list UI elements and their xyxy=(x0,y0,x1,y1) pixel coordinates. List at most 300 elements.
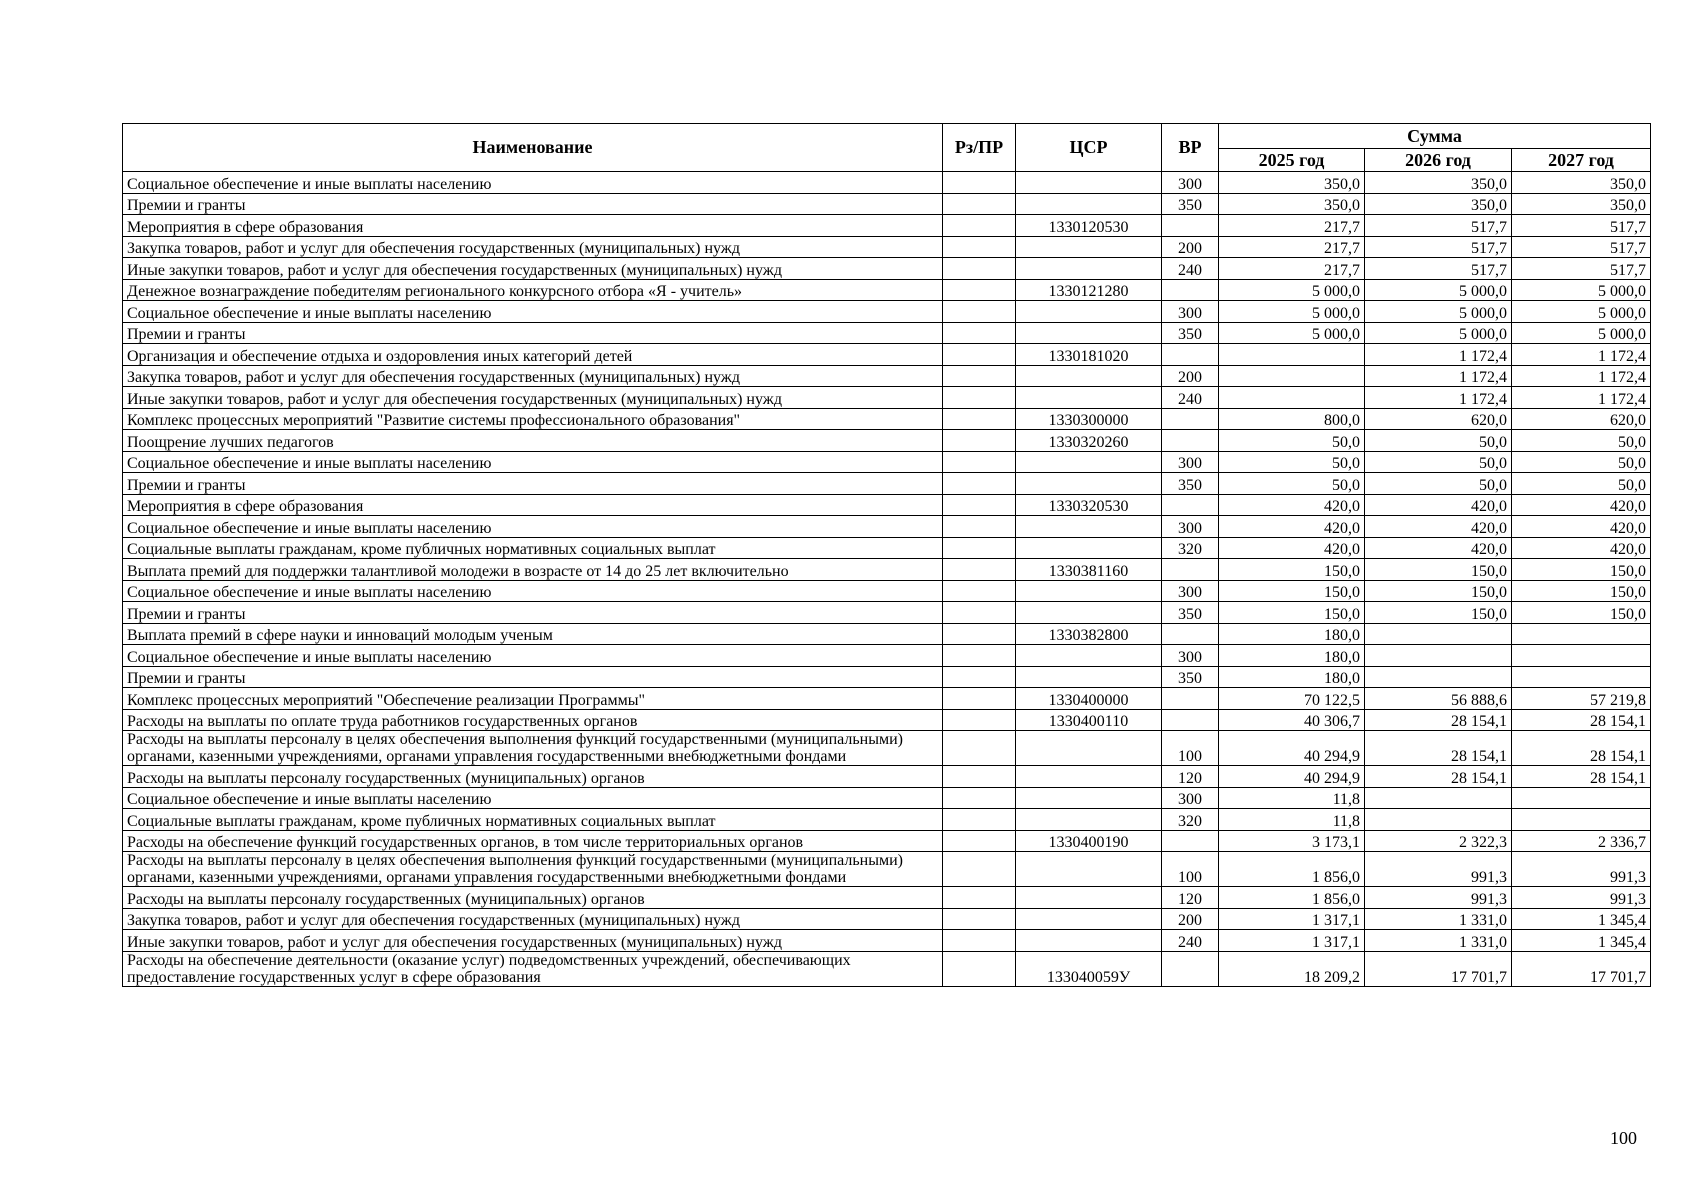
cell-vr: 120 xyxy=(1162,766,1219,788)
cell-csr xyxy=(1016,451,1162,473)
cell-2027: 150,0 xyxy=(1512,559,1651,581)
budget-table xyxy=(122,123,1651,987)
cell-csr: 1330300000 xyxy=(1016,408,1162,430)
cell-name: Социальное обеспечение и иные выплаты населению xyxy=(123,787,943,809)
cell-rzpr xyxy=(943,408,1016,430)
cell-2026: 517,7 xyxy=(1365,258,1512,280)
header-year-2027: 2027 год xyxy=(1512,149,1651,172)
cell-2025: 420,0 xyxy=(1219,537,1365,559)
cell-2026: 991,3 xyxy=(1365,887,1512,909)
table-row xyxy=(123,516,1651,538)
cell-csr xyxy=(1016,930,1162,952)
cell-csr xyxy=(1016,387,1162,409)
table-row xyxy=(123,930,1651,952)
cell-vr xyxy=(1162,688,1219,710)
cell-name: Поощрение лучших педагогов xyxy=(123,430,943,452)
cell-csr xyxy=(1016,766,1162,788)
cell-2025: 800,0 xyxy=(1219,408,1365,430)
cell-2025: 40 306,7 xyxy=(1219,709,1365,731)
cell-2026: 1 331,0 xyxy=(1365,908,1512,930)
cell-csr xyxy=(1016,887,1162,909)
cell-2027: 991,3 xyxy=(1512,852,1651,887)
cell-name: Расходы на выплаты персоналу государственных (муниципальных) органов xyxy=(123,766,943,788)
table-row xyxy=(123,301,1651,323)
table-row xyxy=(123,451,1651,473)
cell-vr: 240 xyxy=(1162,930,1219,952)
cell-rzpr xyxy=(943,602,1016,624)
cell-rzpr xyxy=(943,279,1016,301)
cell-2026: 5 000,0 xyxy=(1365,322,1512,344)
cell-2026: 1 172,4 xyxy=(1365,387,1512,409)
cell-2026: 150,0 xyxy=(1365,580,1512,602)
cell-rzpr xyxy=(943,215,1016,237)
cell-csr xyxy=(1016,602,1162,624)
cell-2026 xyxy=(1365,645,1512,667)
cell-2027 xyxy=(1512,809,1651,831)
cell-2027 xyxy=(1512,787,1651,809)
cell-2026: 150,0 xyxy=(1365,559,1512,581)
cell-2026: 50,0 xyxy=(1365,473,1512,495)
cell-2026 xyxy=(1365,787,1512,809)
header-vr: ВР xyxy=(1162,124,1219,172)
table-row xyxy=(123,387,1651,409)
cell-2027: 350,0 xyxy=(1512,172,1651,194)
cell-2027: 420,0 xyxy=(1512,516,1651,538)
cell-2025: 5 000,0 xyxy=(1219,301,1365,323)
cell-2025: 420,0 xyxy=(1219,516,1365,538)
cell-2026: 1 172,4 xyxy=(1365,344,1512,366)
table-row xyxy=(123,408,1651,430)
table-row xyxy=(123,731,1651,766)
cell-rzpr xyxy=(943,236,1016,258)
header-year-2026: 2026 год xyxy=(1365,149,1512,172)
cell-rzpr xyxy=(943,809,1016,831)
cell-name: Организация и обеспечение отдыха и оздоровления иных категорий детей xyxy=(123,344,943,366)
cell-rzpr xyxy=(943,951,1016,986)
cell-2026: 991,3 xyxy=(1365,852,1512,887)
table-row xyxy=(123,809,1651,831)
cell-name: Выплата премий для поддержки талантливой молодежи в возрасте от 14 до 25 лет включительно xyxy=(123,559,943,581)
cell-rzpr xyxy=(943,930,1016,952)
cell-vr xyxy=(1162,559,1219,581)
table-row xyxy=(123,344,1651,366)
cell-vr xyxy=(1162,623,1219,645)
cell-2025: 5 000,0 xyxy=(1219,279,1365,301)
cell-2027: 57 219,8 xyxy=(1512,688,1651,710)
cell-csr xyxy=(1016,645,1162,667)
cell-2027: 150,0 xyxy=(1512,580,1651,602)
cell-2025: 1 856,0 xyxy=(1219,852,1365,887)
cell-2027: 5 000,0 xyxy=(1512,279,1651,301)
cell-2027: 50,0 xyxy=(1512,473,1651,495)
cell-2025: 350,0 xyxy=(1219,172,1365,194)
cell-2027: 17 701,7 xyxy=(1512,951,1651,986)
cell-2027 xyxy=(1512,666,1651,688)
table-row xyxy=(123,645,1651,667)
cell-name: Социальное обеспечение и иные выплаты населению xyxy=(123,516,943,538)
cell-name: Социальные выплаты гражданам, кроме публичных нормативных социальных выплат xyxy=(123,809,943,831)
cell-2027: 1 345,4 xyxy=(1512,930,1651,952)
cell-2026: 2 322,3 xyxy=(1365,830,1512,852)
cell-vr: 320 xyxy=(1162,809,1219,831)
table-row xyxy=(123,215,1651,237)
cell-vr: 100 xyxy=(1162,731,1219,766)
table-row xyxy=(123,494,1651,516)
cell-2025: 5 000,0 xyxy=(1219,322,1365,344)
cell-2027: 420,0 xyxy=(1512,537,1651,559)
header-year-2025: 2025 год xyxy=(1219,149,1365,172)
cell-csr xyxy=(1016,193,1162,215)
cell-2026: 50,0 xyxy=(1365,451,1512,473)
cell-2025: 1 317,1 xyxy=(1219,908,1365,930)
cell-vr xyxy=(1162,215,1219,237)
table-row xyxy=(123,473,1651,495)
cell-name: Иные закупки товаров, работ и услуг для обеспечения государственных (муниципальных) нужд xyxy=(123,258,943,280)
cell-csr: 133040059У xyxy=(1016,951,1162,986)
cell-csr: 1330320530 xyxy=(1016,494,1162,516)
cell-2025: 40 294,9 xyxy=(1219,766,1365,788)
cell-2027: 5 000,0 xyxy=(1512,322,1651,344)
table-row xyxy=(123,951,1651,986)
cell-rzpr xyxy=(943,494,1016,516)
cell-2026 xyxy=(1365,666,1512,688)
cell-csr xyxy=(1016,236,1162,258)
cell-vr xyxy=(1162,951,1219,986)
cell-name: Премии и гранты xyxy=(123,602,943,624)
cell-rzpr xyxy=(943,559,1016,581)
cell-name: Расходы на обеспечение деятельности (оказание услуг) подведомственных учреждений, обеспечивающих предоставление государственных услуг в сфере образования xyxy=(123,951,943,986)
cell-rzpr xyxy=(943,666,1016,688)
header-name: Наименование xyxy=(123,124,943,172)
cell-name: Социальное обеспечение и иные выплаты населению xyxy=(123,451,943,473)
cell-csr: 1330381160 xyxy=(1016,559,1162,581)
cell-2027: 50,0 xyxy=(1512,430,1651,452)
cell-2025: 40 294,9 xyxy=(1219,731,1365,766)
cell-name: Комплекс процессных мероприятий "Обеспечение реализации Программы" xyxy=(123,688,943,710)
cell-2027: 1 172,4 xyxy=(1512,344,1651,366)
cell-2026: 517,7 xyxy=(1365,215,1512,237)
cell-rzpr xyxy=(943,908,1016,930)
cell-rzpr xyxy=(943,830,1016,852)
cell-name: Расходы на выплаты персоналу в целях обеспечения выполнения функций государственными (муниципальными) органами, казенными учреждениями, органами управления государственными внебюджетными фондами xyxy=(123,731,943,766)
cell-vr: 320 xyxy=(1162,537,1219,559)
cell-2025: 1 317,1 xyxy=(1219,930,1365,952)
table-row xyxy=(123,537,1651,559)
table-row xyxy=(123,580,1651,602)
cell-name: Социальное обеспечение и иные выплаты населению xyxy=(123,645,943,667)
table-header xyxy=(123,124,1651,172)
cell-name: Социальные выплаты гражданам, кроме публичных нормативных социальных выплат xyxy=(123,537,943,559)
cell-vr: 200 xyxy=(1162,365,1219,387)
table-row xyxy=(123,688,1651,710)
cell-2025: 217,7 xyxy=(1219,215,1365,237)
cell-vr: 300 xyxy=(1162,301,1219,323)
cell-csr xyxy=(1016,908,1162,930)
cell-2027 xyxy=(1512,645,1651,667)
cell-2025: 350,0 xyxy=(1219,193,1365,215)
cell-2026 xyxy=(1365,809,1512,831)
cell-vr: 300 xyxy=(1162,787,1219,809)
cell-2026: 28 154,1 xyxy=(1365,709,1512,731)
cell-vr: 350 xyxy=(1162,666,1219,688)
cell-name: Иные закупки товаров, работ и услуг для обеспечения государственных (муниципальных) нужд xyxy=(123,930,943,952)
cell-2027: 420,0 xyxy=(1512,494,1651,516)
cell-2025: 70 122,5 xyxy=(1219,688,1365,710)
cell-name: Закупка товаров, работ и услуг для обеспечения государственных (муниципальных) нужд xyxy=(123,908,943,930)
table-row xyxy=(123,236,1651,258)
cell-vr: 350 xyxy=(1162,473,1219,495)
cell-2026: 350,0 xyxy=(1365,172,1512,194)
cell-2026: 17 701,7 xyxy=(1365,951,1512,986)
table-row xyxy=(123,193,1651,215)
cell-vr: 300 xyxy=(1162,645,1219,667)
cell-2027: 350,0 xyxy=(1512,193,1651,215)
cell-rzpr xyxy=(943,365,1016,387)
cell-name: Выплата премий в сфере науки и инноваций молодым ученым xyxy=(123,623,943,645)
cell-2026: 5 000,0 xyxy=(1365,301,1512,323)
cell-2025: 217,7 xyxy=(1219,258,1365,280)
table-row xyxy=(123,887,1651,909)
cell-csr xyxy=(1016,580,1162,602)
cell-rzpr xyxy=(943,787,1016,809)
cell-csr: 1330382800 xyxy=(1016,623,1162,645)
cell-2025 xyxy=(1219,344,1365,366)
table-row xyxy=(123,322,1651,344)
cell-2027: 28 154,1 xyxy=(1512,731,1651,766)
cell-vr: 300 xyxy=(1162,451,1219,473)
cell-vr: 300 xyxy=(1162,172,1219,194)
cell-vr: 120 xyxy=(1162,887,1219,909)
cell-2025: 1 856,0 xyxy=(1219,887,1365,909)
table-row xyxy=(123,172,1651,194)
cell-rzpr xyxy=(943,516,1016,538)
header-rzpr: Рз/ПР xyxy=(943,124,1016,172)
cell-rzpr xyxy=(943,645,1016,667)
cell-2027: 28 154,1 xyxy=(1512,766,1651,788)
cell-rzpr xyxy=(943,731,1016,766)
cell-2027: 1 172,4 xyxy=(1512,365,1651,387)
cell-2025: 150,0 xyxy=(1219,559,1365,581)
cell-csr xyxy=(1016,666,1162,688)
cell-rzpr xyxy=(943,688,1016,710)
cell-2027: 991,3 xyxy=(1512,887,1651,909)
cell-2025: 150,0 xyxy=(1219,602,1365,624)
cell-vr xyxy=(1162,709,1219,731)
cell-2025: 217,7 xyxy=(1219,236,1365,258)
cell-2027: 517,7 xyxy=(1512,258,1651,280)
cell-rzpr xyxy=(943,580,1016,602)
cell-vr: 350 xyxy=(1162,602,1219,624)
cell-name: Расходы на выплаты по оплате труда работников государственных органов xyxy=(123,709,943,731)
cell-2025: 180,0 xyxy=(1219,623,1365,645)
cell-csr: 1330400190 xyxy=(1016,830,1162,852)
cell-csr: 1330120530 xyxy=(1016,215,1162,237)
cell-2025: 180,0 xyxy=(1219,645,1365,667)
cell-vr xyxy=(1162,279,1219,301)
cell-2025 xyxy=(1219,387,1365,409)
cell-csr xyxy=(1016,322,1162,344)
cell-rzpr xyxy=(943,887,1016,909)
cell-2027: 517,7 xyxy=(1512,215,1651,237)
cell-csr xyxy=(1016,473,1162,495)
cell-rzpr xyxy=(943,623,1016,645)
cell-2025: 18 209,2 xyxy=(1219,951,1365,986)
cell-2025: 3 173,1 xyxy=(1219,830,1365,852)
cell-rzpr xyxy=(943,852,1016,887)
cell-rzpr xyxy=(943,344,1016,366)
cell-vr: 350 xyxy=(1162,193,1219,215)
cell-vr: 300 xyxy=(1162,516,1219,538)
cell-2026: 420,0 xyxy=(1365,494,1512,516)
cell-rzpr xyxy=(943,430,1016,452)
table-row xyxy=(123,258,1651,280)
table-body xyxy=(123,172,1651,987)
cell-2025 xyxy=(1219,365,1365,387)
cell-2026: 56 888,6 xyxy=(1365,688,1512,710)
cell-name: Комплекс процессных мероприятий "Развитие системы профессионального образования" xyxy=(123,408,943,430)
cell-2027: 28 154,1 xyxy=(1512,709,1651,731)
table-row xyxy=(123,623,1651,645)
cell-rzpr xyxy=(943,537,1016,559)
header-csr: ЦСР xyxy=(1016,124,1162,172)
cell-csr: 1330400000 xyxy=(1016,688,1162,710)
table-row xyxy=(123,787,1651,809)
cell-name: Социальное обеспечение и иные выплаты населению xyxy=(123,580,943,602)
cell-csr xyxy=(1016,365,1162,387)
cell-2026: 620,0 xyxy=(1365,408,1512,430)
cell-2027: 50,0 xyxy=(1512,451,1651,473)
table-row xyxy=(123,709,1651,731)
cell-name: Закупка товаров, работ и услуг для обеспечения государственных (муниципальных) нужд xyxy=(123,365,943,387)
cell-rzpr xyxy=(943,709,1016,731)
cell-vr xyxy=(1162,408,1219,430)
cell-vr: 240 xyxy=(1162,387,1219,409)
cell-rzpr xyxy=(943,172,1016,194)
cell-csr xyxy=(1016,258,1162,280)
cell-name: Социальное обеспечение и иные выплаты населению xyxy=(123,172,943,194)
cell-csr xyxy=(1016,852,1162,887)
cell-2027: 620,0 xyxy=(1512,408,1651,430)
cell-csr xyxy=(1016,731,1162,766)
table-row xyxy=(123,766,1651,788)
cell-rzpr xyxy=(943,322,1016,344)
page-number: 100 xyxy=(1610,1128,1637,1148)
table-row xyxy=(123,279,1651,301)
cell-rzpr xyxy=(943,193,1016,215)
cell-name: Денежное вознаграждение победителям регионального конкурсного отбора «Я - учитель» xyxy=(123,279,943,301)
cell-2025: 50,0 xyxy=(1219,451,1365,473)
cell-2025: 11,8 xyxy=(1219,787,1365,809)
cell-vr: 200 xyxy=(1162,908,1219,930)
cell-2026: 517,7 xyxy=(1365,236,1512,258)
cell-vr xyxy=(1162,494,1219,516)
table-row xyxy=(123,602,1651,624)
cell-rzpr xyxy=(943,451,1016,473)
table-row xyxy=(123,559,1651,581)
cell-rzpr xyxy=(943,301,1016,323)
cell-vr: 300 xyxy=(1162,580,1219,602)
cell-rzpr xyxy=(943,258,1016,280)
cell-vr: 240 xyxy=(1162,258,1219,280)
cell-2027: 517,7 xyxy=(1512,236,1651,258)
cell-2027: 1 345,4 xyxy=(1512,908,1651,930)
cell-csr xyxy=(1016,787,1162,809)
cell-rzpr xyxy=(943,473,1016,495)
table-row xyxy=(123,430,1651,452)
cell-name: Расходы на обеспечение функций государственных органов, в том числе территориальных органов xyxy=(123,830,943,852)
cell-name: Иные закупки товаров, работ и услуг для обеспечения государственных (муниципальных) нужд xyxy=(123,387,943,409)
header-sum: Сумма xyxy=(1219,124,1651,149)
cell-2026: 50,0 xyxy=(1365,430,1512,452)
cell-vr xyxy=(1162,344,1219,366)
cell-2027: 150,0 xyxy=(1512,602,1651,624)
cell-name: Расходы на выплаты персоналу в целях обеспечения выполнения функций государственными (муниципальными) органами, казенными учреждениями, органами управления государственными внебюджетными фондами xyxy=(123,852,943,887)
cell-2025: 50,0 xyxy=(1219,473,1365,495)
cell-name: Мероприятия в сфере образования xyxy=(123,494,943,516)
cell-csr xyxy=(1016,809,1162,831)
cell-vr xyxy=(1162,830,1219,852)
cell-name: Мероприятия в сфере образования xyxy=(123,215,943,237)
cell-2025: 420,0 xyxy=(1219,494,1365,516)
cell-csr xyxy=(1016,172,1162,194)
cell-2026: 1 172,4 xyxy=(1365,365,1512,387)
cell-vr xyxy=(1162,430,1219,452)
cell-2026: 5 000,0 xyxy=(1365,279,1512,301)
cell-2025: 150,0 xyxy=(1219,580,1365,602)
cell-2027: 2 336,7 xyxy=(1512,830,1651,852)
table-row xyxy=(123,852,1651,887)
cell-name: Премии и гранты xyxy=(123,193,943,215)
cell-2025: 50,0 xyxy=(1219,430,1365,452)
table-row xyxy=(123,666,1651,688)
cell-csr: 1330181020 xyxy=(1016,344,1162,366)
cell-2026: 350,0 xyxy=(1365,193,1512,215)
cell-name: Премии и гранты xyxy=(123,473,943,495)
cell-2027: 1 172,4 xyxy=(1512,387,1651,409)
cell-2026: 420,0 xyxy=(1365,516,1512,538)
cell-2026: 28 154,1 xyxy=(1365,731,1512,766)
cell-2026 xyxy=(1365,623,1512,645)
cell-2026: 150,0 xyxy=(1365,602,1512,624)
cell-csr: 1330121280 xyxy=(1016,279,1162,301)
cell-vr: 200 xyxy=(1162,236,1219,258)
cell-2025: 11,8 xyxy=(1219,809,1365,831)
cell-name: Социальное обеспечение и иные выплаты населению xyxy=(123,301,943,323)
cell-rzpr xyxy=(943,766,1016,788)
cell-csr xyxy=(1016,537,1162,559)
cell-2027: 5 000,0 xyxy=(1512,301,1651,323)
cell-2027 xyxy=(1512,623,1651,645)
cell-2025: 180,0 xyxy=(1219,666,1365,688)
cell-2026: 28 154,1 xyxy=(1365,766,1512,788)
cell-csr xyxy=(1016,516,1162,538)
table-row xyxy=(123,830,1651,852)
cell-name: Премии и гранты xyxy=(123,322,943,344)
cell-2026: 1 331,0 xyxy=(1365,930,1512,952)
cell-name: Премии и гранты xyxy=(123,666,943,688)
cell-vr: 350 xyxy=(1162,322,1219,344)
cell-csr: 1330320260 xyxy=(1016,430,1162,452)
cell-name: Закупка товаров, работ и услуг для обеспечения государственных (муниципальных) нужд xyxy=(123,236,943,258)
cell-csr xyxy=(1016,301,1162,323)
cell-name: Расходы на выплаты персоналу государственных (муниципальных) органов xyxy=(123,887,943,909)
table-row xyxy=(123,908,1651,930)
table-row xyxy=(123,365,1651,387)
cell-2026: 420,0 xyxy=(1365,537,1512,559)
cell-csr: 1330400110 xyxy=(1016,709,1162,731)
cell-vr: 100 xyxy=(1162,852,1219,887)
cell-rzpr xyxy=(943,387,1016,409)
